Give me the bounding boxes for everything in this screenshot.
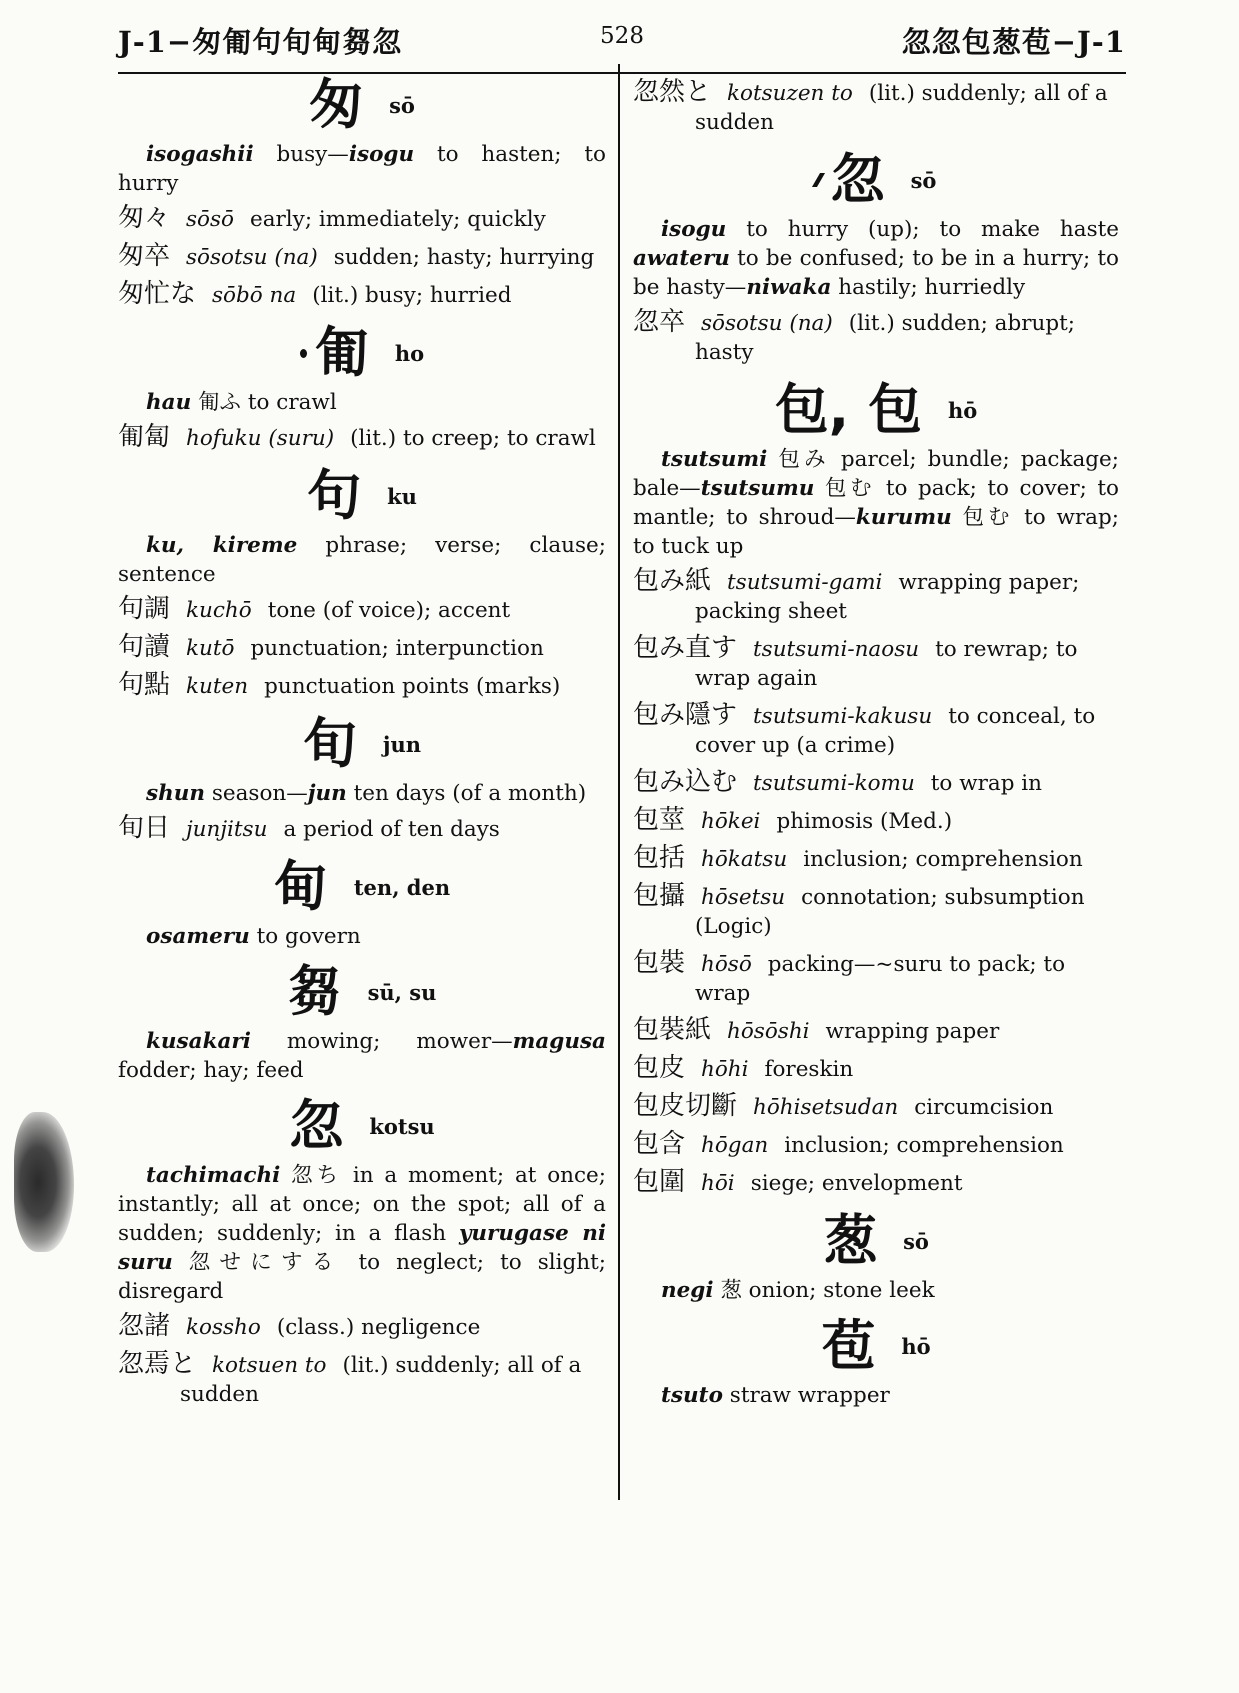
compound-entry <box>118 595 606 625</box>
definition <box>118 1161 606 1306</box>
compound-reading: kutō <box>186 636 235 661</box>
japanese-word: tsutsumi <box>661 447 768 472</box>
compound-reading: kuchō <box>186 598 252 623</box>
compound-entry <box>633 567 1119 626</box>
compound-kanji: 匆卒 <box>118 241 171 271</box>
definition <box>633 1276 1119 1305</box>
tick-mark <box>812 173 825 187</box>
compound-meaning: packing—~suru to pack; to wrap <box>695 952 1066 1006</box>
definition-text: phrase; verse; clause; sentence <box>118 533 606 587</box>
scan-smudge <box>14 1112 74 1252</box>
compound-kanji: 忽然と <box>633 77 712 107</box>
left-column <box>118 73 606 1425</box>
compound-kanji: 包皮切斷 <box>633 1091 738 1121</box>
spacer <box>633 1311 1119 1319</box>
compound-entry <box>633 949 1119 1008</box>
compound-kanji: 包み紙 <box>633 566 712 596</box>
compound-reading: kotsuzen to <box>727 81 853 106</box>
japanese-word: tsuto <box>661 1383 723 1408</box>
compound-reading: kuten <box>186 674 249 699</box>
kanji-reading: sō <box>389 92 415 118</box>
japanese-word: shun <box>146 781 205 806</box>
compound-kanji: 句調 <box>118 594 171 624</box>
japanese-word: isogu <box>348 142 415 167</box>
definition-text: season— <box>205 781 308 806</box>
compound-meaning: (lit.) sudden; abrupt; hasty <box>695 311 1076 365</box>
compound-kanji: 包含 <box>633 1129 686 1159</box>
compound-reading: junjitsu <box>186 817 268 842</box>
definition <box>118 388 606 417</box>
compound-meaning: connotation; subsumption (Logic) <box>695 885 1085 939</box>
spacer <box>118 1091 606 1099</box>
compound-kanji: 包み直す <box>633 633 738 663</box>
kanji-heading <box>118 960 606 1027</box>
definition-text: 包む to wrap; to tuck up <box>633 505 1120 559</box>
compound-meaning: inclusion; comprehension <box>803 847 1083 872</box>
japanese-word: ku, kireme <box>146 533 298 558</box>
kanji-character: 苞 <box>821 1314 876 1377</box>
compound-entry <box>118 280 606 310</box>
compound-reading: tsutsumi-komu <box>753 771 915 796</box>
compound-meaning: (class.) negligence <box>276 1315 481 1340</box>
japanese-word: osameru <box>146 924 250 949</box>
compound-meaning: tone (of voice); accent <box>267 598 511 623</box>
compound-kanji: 包裝 <box>633 948 686 978</box>
definition-text: 葱 onion; stone leek <box>713 1278 935 1303</box>
compound-entry <box>633 844 1119 874</box>
compound-entry <box>633 768 1119 798</box>
kanji-reading: kotsu <box>369 1113 435 1139</box>
compound-meaning: foreskin <box>764 1057 854 1082</box>
compound-meaning: phimosis (Med.) <box>776 809 953 834</box>
compound-meaning: a period of ten days <box>283 817 500 842</box>
definition <box>633 215 1119 302</box>
compound-kanji: 句讀 <box>118 632 171 662</box>
kanji-reading: hō <box>901 1333 931 1359</box>
compound-entry <box>118 423 606 453</box>
compound-entry <box>633 1092 1119 1122</box>
kanji-character: 包, 包 <box>774 378 923 441</box>
japanese-word: tsutsumu <box>700 476 815 501</box>
compound-reading: sōsotsu (na) <box>186 245 318 270</box>
definition <box>633 1381 1119 1410</box>
compound-entry <box>118 814 606 844</box>
kanji-reading: jun <box>382 731 422 757</box>
compound-entry <box>118 633 606 663</box>
compound-reading: hōkatsu <box>701 847 788 872</box>
kanji-character: 芻 <box>287 960 342 1023</box>
compound-meaning: early; immediately; quickly <box>249 207 546 232</box>
compound-entry <box>118 204 606 234</box>
definition-text: to govern <box>249 924 361 949</box>
definition <box>118 779 606 808</box>
kanji-heading <box>633 1314 1119 1381</box>
kanji-heading <box>633 378 1119 445</box>
compound-kanji: 包莖 <box>633 805 686 835</box>
compound-entry <box>633 882 1119 941</box>
compound-kanji: 旬日 <box>118 813 171 843</box>
kanji-character: 忽 <box>830 148 885 211</box>
japanese-word: hau <box>146 390 192 415</box>
compound-meaning: to wrap in <box>930 771 1043 796</box>
compound-reading: kotsuen to <box>212 1353 327 1378</box>
definition-text: hastily; hurriedly <box>831 275 1026 300</box>
compound-kanji: 包み隱す <box>633 700 738 730</box>
definition <box>118 140 606 198</box>
japanese-word: yurugase ni suru <box>118 1221 606 1275</box>
compound-kanji: 包み込む <box>633 767 738 797</box>
kanji-reading: sō <box>903 1228 929 1254</box>
compound-entry <box>633 1016 1119 1046</box>
compound-meaning: inclusion; comprehension <box>784 1133 1064 1158</box>
definition-text: 匍ふ to crawl <box>191 390 337 415</box>
japanese-word: magusa <box>512 1029 606 1054</box>
compound-entry <box>633 1168 1119 1198</box>
japanese-word: jun <box>307 781 347 806</box>
compound-entry <box>633 78 1119 137</box>
compound-meaning: punctuation points (marks) <box>264 674 561 699</box>
compound-reading: sōsotsu (na) <box>701 311 833 336</box>
spacer <box>118 852 606 860</box>
compound-kanji: 句點 <box>118 670 171 700</box>
page-number: 528 <box>600 23 644 49</box>
kanji-character: 忽 <box>289 1094 344 1157</box>
compound-reading: tsutsumi-gami <box>727 570 883 595</box>
compound-kanji: 包圍 <box>633 1167 686 1197</box>
definition-text: ten days (of a month) <box>346 781 587 806</box>
compound-reading: sōsō <box>186 207 234 232</box>
compound-meaning: punctuation; interpunction <box>250 636 544 661</box>
kanji-heading <box>118 712 606 779</box>
spacer <box>118 709 606 717</box>
compound-reading: hōsōshi <box>727 1019 810 1044</box>
compound-reading: hōi <box>701 1171 735 1196</box>
compound-meaning: (lit.) to creep; to crawl <box>350 426 596 451</box>
kanji-reading: ho <box>394 340 425 366</box>
right-column <box>633 78 1119 1424</box>
definition-text: busy— <box>253 142 349 167</box>
definition-text: straw wrapper <box>722 1383 890 1408</box>
kanji-character: 句 <box>307 464 362 527</box>
compound-meaning: (lit.) busy; hurried <box>312 283 512 308</box>
kanji-character: 旬 <box>302 712 357 775</box>
page-header <box>118 20 1126 74</box>
definition-text: to hurry (up); to make haste <box>726 217 1119 242</box>
compound-meaning: (lit.) suddenly; all of a sudden <box>180 1353 582 1407</box>
spacer <box>118 461 606 469</box>
header-left-index: J-1−匆匍句旬甸芻忽 <box>118 25 403 59</box>
compound-entry <box>633 634 1119 693</box>
compound-entry <box>633 308 1119 367</box>
compound-reading: hōhisetsudan <box>753 1095 899 1120</box>
compound-kanji: 包攝 <box>633 881 686 911</box>
definition-text: 包む to pack; to cover; to mantle; to shroud— <box>633 476 1119 530</box>
spacer <box>118 957 606 965</box>
japanese-word: kurumu <box>855 505 952 530</box>
japanese-word: isogu <box>661 217 727 242</box>
kanji-character: 甸 <box>273 855 328 918</box>
kanji-heading <box>633 1209 1119 1276</box>
kanji-reading: sū, su <box>367 979 437 1005</box>
definition-text: fodder; hay; feed <box>118 1058 304 1083</box>
kanji-heading <box>118 321 606 388</box>
spacer <box>118 1417 606 1425</box>
compound-meaning: sudden; hasty; hurrying <box>333 245 595 270</box>
kanji-reading: hō <box>948 397 978 423</box>
kanji-heading <box>633 148 1119 215</box>
compound-kanji: 忽焉と <box>118 1349 197 1379</box>
kanji-reading: ku <box>387 483 417 509</box>
kanji-reading: sō <box>910 167 937 193</box>
definition <box>118 1027 606 1085</box>
definition-text: to hasten; to hurry <box>118 142 606 196</box>
compound-reading: hofuku (suru) <box>186 426 335 451</box>
definition <box>118 922 606 951</box>
compound-entry <box>118 1312 606 1342</box>
compound-kanji: 匆忙な <box>118 279 197 309</box>
definition-text: mowing; mower— <box>250 1029 513 1054</box>
definition-text: 包み parcel; bundle; package; bale— <box>633 447 1119 501</box>
compound-reading: hōkei <box>701 809 761 834</box>
compound-meaning: wrapping paper; packing sheet <box>695 570 1080 624</box>
compound-reading: tsutsumi-naosu <box>753 637 920 662</box>
compound-entry <box>118 242 606 272</box>
japanese-word: negi <box>661 1278 714 1303</box>
compound-meaning: siege; envelopment <box>750 1171 963 1196</box>
compound-reading: hōhi <box>701 1057 749 1082</box>
compound-reading: hōsetsu <box>701 885 786 910</box>
compound-meaning: wrapping paper <box>825 1019 1000 1044</box>
compound-reading: tsutsumi-kakusu <box>753 704 933 729</box>
spacer <box>633 1416 1119 1424</box>
compound-kanji: 忽卒 <box>633 307 686 337</box>
compound-reading: hōgan <box>701 1133 769 1158</box>
definition-text: 忽ち in a moment; at once; instantly; all at once; on the spot; all of a sudden; suddenly; in a flash <box>118 1163 606 1246</box>
japanese-word: kusakari <box>146 1029 251 1054</box>
definition-text: to be confused; to be in a hurry; to be hasty— <box>633 246 1119 300</box>
definition-text: 忽せにする to neglect; to slight; disregard <box>118 1250 606 1304</box>
compound-kanji: 忽諸 <box>118 1311 171 1341</box>
kanji-character: 匍 <box>314 321 369 384</box>
compound-kanji: 包裝紙 <box>633 1015 712 1045</box>
kanji-character: 匆 <box>309 73 364 136</box>
compound-reading: kossho <box>186 1315 261 1340</box>
japanese-word: tachimachi <box>146 1163 281 1188</box>
compound-reading: hōsō <box>701 952 752 977</box>
compound-meaning: circumcision <box>914 1095 1054 1120</box>
compound-entry <box>633 701 1119 760</box>
compound-entry <box>633 1054 1119 1084</box>
kanji-character: 葱 <box>823 1209 878 1272</box>
kanji-reading: ten, den <box>353 874 451 900</box>
column-divider <box>618 64 620 1500</box>
kanji-heading <box>118 73 606 140</box>
bullet-mark <box>300 349 307 358</box>
compound-kanji: 匆々 <box>118 203 171 233</box>
definition <box>633 445 1119 561</box>
japanese-word: isogashii <box>146 142 254 167</box>
compound-kanji: 包皮 <box>633 1053 686 1083</box>
compound-kanji: 包括 <box>633 843 686 873</box>
compound-reading: sōbō na <box>212 283 297 308</box>
compound-meaning: to rewrap; to wrap again <box>695 637 1078 691</box>
compound-meaning: (lit.) suddenly; all of a sudden <box>695 81 1108 135</box>
japanese-word: awateru <box>633 246 730 271</box>
compound-entry <box>633 806 1119 836</box>
header-right-index: 忽忽包葱苞−J-1 <box>901 25 1126 59</box>
japanese-word: niwaka <box>746 275 832 300</box>
kanji-heading <box>118 1094 606 1161</box>
compound-entry <box>633 1130 1119 1160</box>
kanji-heading <box>118 855 606 922</box>
compound-kanji: 匍匐 <box>118 422 171 452</box>
definition <box>118 531 606 589</box>
kanji-heading <box>118 464 606 531</box>
compound-meaning: to conceal, to cover up (a crime) <box>695 704 1096 758</box>
compound-entry <box>118 1350 606 1409</box>
compound-entry <box>118 671 606 701</box>
